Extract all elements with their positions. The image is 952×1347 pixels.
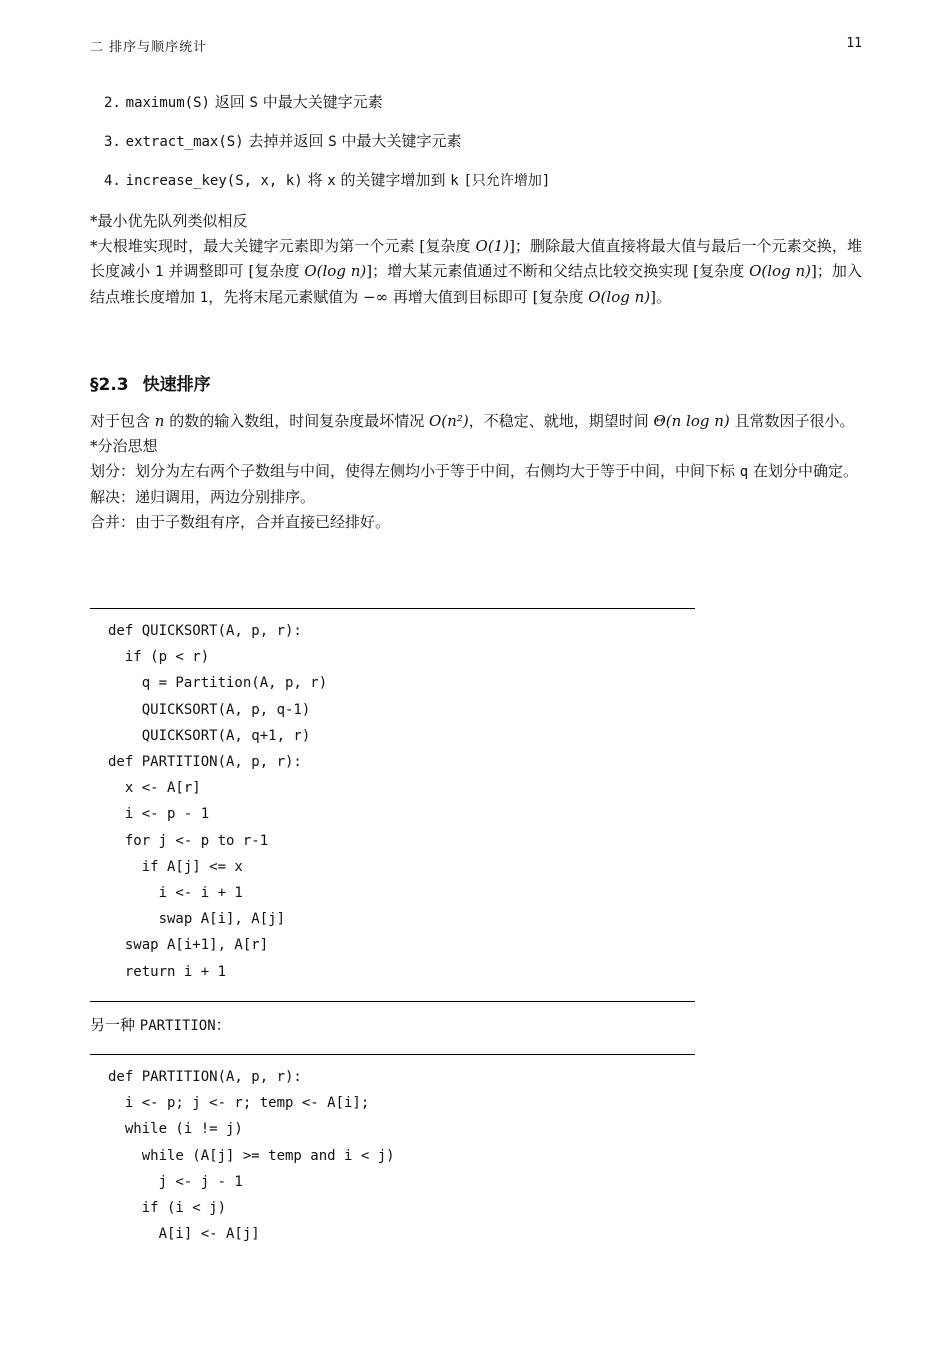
code-line: QUICKSORT(A, q+1, r) <box>108 727 311 744</box>
running-header <box>90 36 862 56</box>
code-line: def PARTITION(A, p, r): <box>108 754 302 771</box>
quicksort-code-block <box>108 618 327 985</box>
code-line: if (p < r) <box>108 649 210 666</box>
conquer-step: 解决：递归调用，两边分别排序。 <box>90 488 316 506</box>
code-line: x <- A[r] <box>108 780 201 797</box>
divide-conquer-heading: *分治思想 <box>90 437 158 455</box>
min-heap-note: *最小优先队列类似相反 <box>90 212 248 230</box>
heap-notes <box>90 209 862 311</box>
code-line: if (i < j) <box>108 1200 227 1217</box>
code-rule-top <box>90 608 695 609</box>
code-rule-bottom <box>90 1001 695 1002</box>
divide-step: 划分：划分为左右两个子数组与中间，使得左侧均小于等于中间，右侧均大于等于中间，中间下标 q 在划分中确定。 <box>90 462 858 480</box>
code-line: QUICKSORT(A, p, q-1) <box>108 701 311 718</box>
alt-partition-label: 另一种 PARTITION： <box>90 1016 231 1034</box>
chapter-title: 二 排序与顺序统计 <box>90 40 208 55</box>
code-line: def QUICKSORT(A, p, r): <box>108 623 302 639</box>
code-line: i <- p - 1 <box>108 806 210 823</box>
code-line: for j <- p to r-1 <box>108 832 269 849</box>
section-number: §2.3 <box>90 375 129 395</box>
code-line: while (i != j) <box>108 1121 243 1138</box>
code-line: def PARTITION(A, p, r): <box>108 1069 302 1085</box>
code-line: while (A[j] >= temp and i < j) <box>108 1147 395 1164</box>
code-line: if A[j] <= x <box>108 858 243 875</box>
code-rule-top-2 <box>90 1054 695 1055</box>
section-heading <box>90 370 211 395</box>
code-line: A[i] <- A[j] <box>108 1226 260 1243</box>
list-item: 4. increase_key(S, x, k) 将 x 的关键字增加到 k [只允许增加] <box>104 171 551 189</box>
code-line: j <- j - 1 <box>108 1173 243 1190</box>
code-line: return i + 1 <box>108 963 227 980</box>
code-line: swap A[i], A[j] <box>108 911 286 928</box>
code-line: q = Partition(A, p, r) <box>108 675 328 692</box>
quicksort-intro: 对于包含 n 的数的输入数组，时间复杂度最坏情况 O(n²)，不稳定、就地，期望时间 Θ(n log n) 且常数因子很小。 <box>90 412 855 430</box>
combine-step: 合并：由于子数组有序，合并直接已经排好。 <box>90 513 391 531</box>
code-line: i <- i + 1 <box>108 885 243 902</box>
code-line: swap A[i+1], A[r] <box>108 937 269 954</box>
section-title: 快速排序 <box>142 375 211 395</box>
code-line: i <- p; j <- r; temp <- A[i]; <box>108 1095 370 1112</box>
max-heap-paragraph: *大根堆实现时，最大关键字元素即为第一个元素 [复杂度 O(1)]；删除最大值直接将最大值与最后一个元素交换，堆长度减小 1 并调整即可 [复杂度 O(log n)]；增大某元素值通过不断和父结点比较交换实现 [复杂度 O(log n)]；加入结点堆长度增加 1，先将末尾元素赋值为 −∞ 再增大值到目标即可 [复杂度 O(log n)]。 <box>90 237 862 306</box>
list-item: 2. maximum(S) 返回 S 中最大关键字元素 <box>104 93 383 111</box>
page-number: 11 <box>846 36 862 51</box>
list-item: 3. extract_max(S) 去掉并返回 S 中最大关键字元素 <box>104 132 462 150</box>
quicksort-description <box>90 409 862 535</box>
partition-code-block <box>108 1064 395 1247</box>
